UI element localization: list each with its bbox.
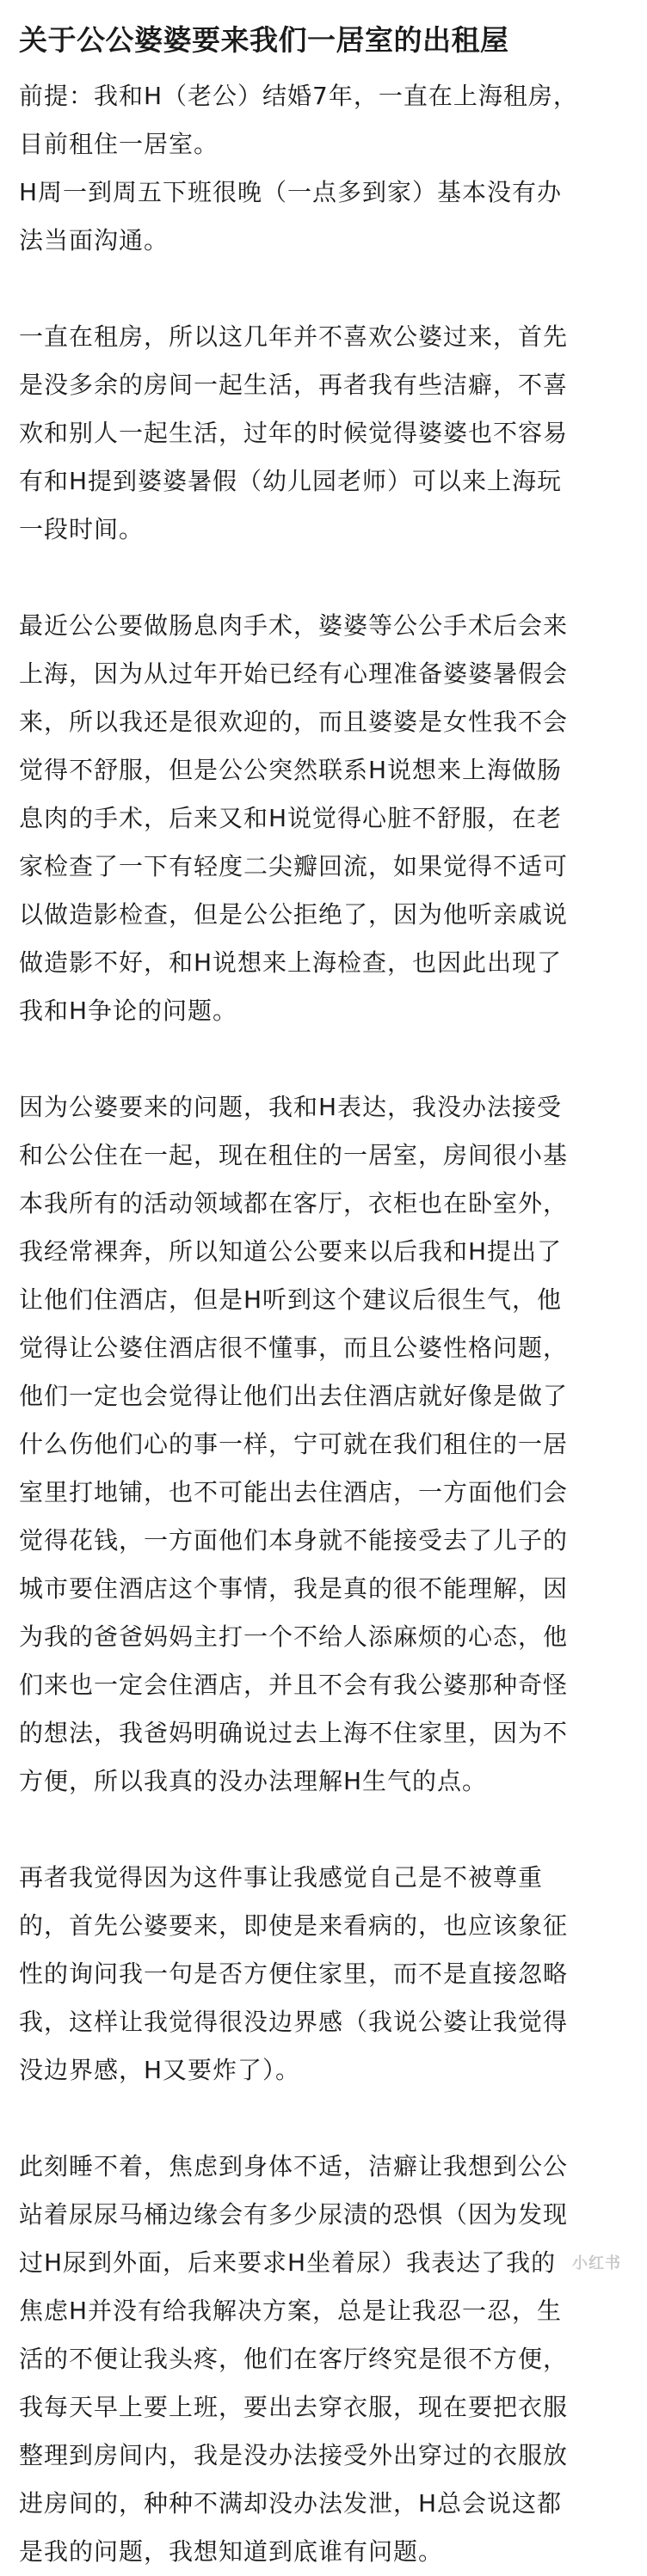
paragraph-surgery: 最近公公要做肠息肉手术，婆婆等公公手术后会来 上海，因为从过年开始已经有心理准备婆婆暑假会 来，所以我还是很欢迎的，而且婆婆是女性我不会 觉得不舒服，但是公公突然联系H说想来上海做肠 息肉的手术，后来又和H说觉得心脏不舒服，在老 家检查了一下有轻度二尖瓣回流，如果觉得不适可 以做造影检查，但是公公拒绝了，因为他听亲戚说 做造影不好，和H说想来上海检查，也因此出现了 我和H争论的问题。 [19, 611, 569, 1025]
paragraph-background: 一直在租房，所以这几年并不喜欢公婆过来，首先 是没多余的房间一起生活，再者我有些洁癖，不喜 欢和别人一起生活，过年的时候觉得婆婆也不容易 有和H提到婆婆暑假（幼儿园老师）可以来上海玩 一段时间。 [19, 322, 569, 543]
paragraph-hotel-dispute: 因为公婆要来的问题，我和H表达，我没办法接受 和公公住在一起，现在租住的一居室，房间很小基 本我所有的活动领域都在客厅，衣柜也在卧室外， 我经常裸奔，所以知道公公要来以后我和H提出了 让他们住酒店，但是H听到这个建议后很生气，他 觉得让公婆住酒店很不懂事，而且公婆性格问题， 他们一定也会觉得让他们出去住酒店就好像是做了 什么伤他们心的事一样，宁可就在我们租住的一居 室里打地铺，也不可能出去住酒店，一方面他们会 觉得花钱，一方面他们本身就不能接受去了儿子的 城市要住酒店这个事情，我是真的很不能理解，因 为我的爸爸妈妈主打一个不给人添麻烦的心态，他 们来也一定会住酒店，并且不会有我公婆那种奇怪 的想法，我爸妈明确说过去上海不住家里，因为不 方便，所以我真的没办法理解H生气的点。 [19, 1093, 569, 1795]
watermark: 小红书 [572, 2254, 621, 2272]
paragraph-premise: 前提：我和H（老公）结婚7年，一直在上海租房， 目前租住一居室。 H周一到周五下班很晚（一点多到家）基本没有办 法当面沟通。 [19, 82, 578, 255]
paragraph-respect: 再者我觉得因为这件事让我感觉自己是不被尊重 的，首先公婆要来，即使是来看病的，也应该象征 性的询问我一句是否方便住家里，而不是直接忽略 我，这样让我觉得很没边界感（我说公婆让我觉得 没边界感，H又要炸了）。 [19, 1863, 569, 2084]
paragraph-anxiety: 此刻睡不着，焦虑到身体不适，洁癖让我想到公公 站着尿尿马桶边缘会有多少尿渍的恐惧（因为发现 过H尿到外面，后来要求H坐着尿）我表达了我的 焦虑H并没有给我解决方案，总是让我忍一忍，生 活的不便让我头疼，他们在客厅终究是很不方便， 我每天早上要上班，要出去穿衣服，现在要把衣服 整理到房间内，我是没办法接受外出穿过的衣服放 进房间的，种种不满却没办法发泄，H总会说这都 是我的问题，我想知道到底谁有问题。 [19, 2152, 569, 2566]
post-title: 关于公公婆婆要来我们一居室的出租屋 [19, 23, 509, 57]
